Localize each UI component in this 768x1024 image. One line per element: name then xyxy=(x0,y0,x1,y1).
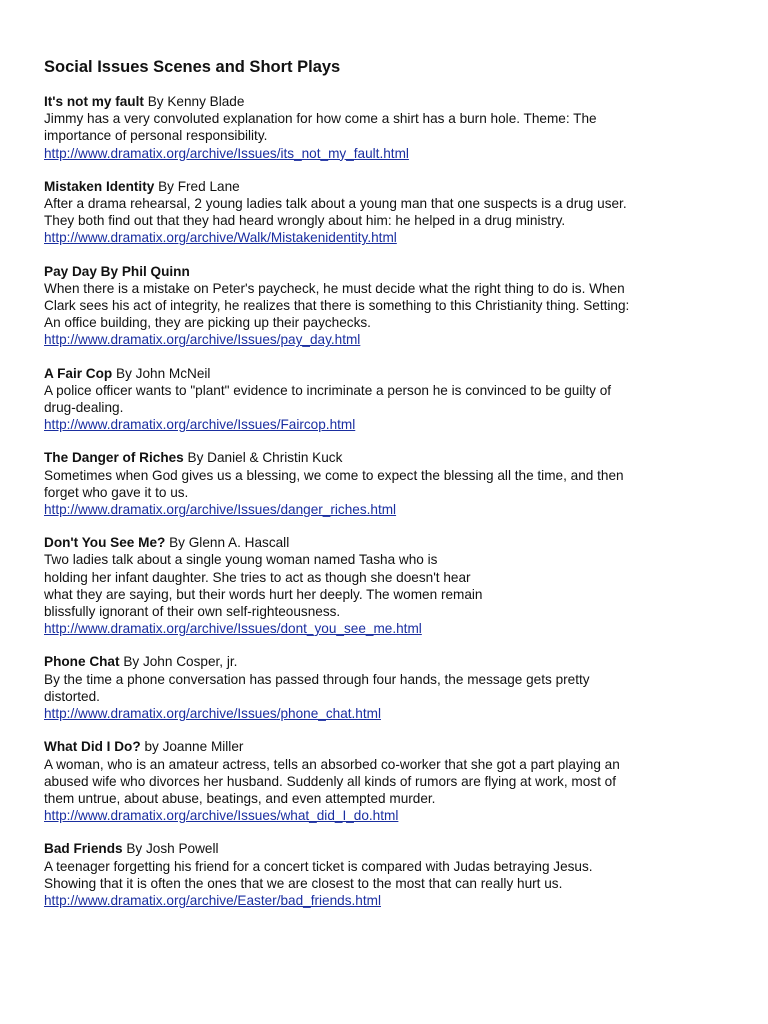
play-description-line: what they are saying, but their words hurt her deeply. The women remain xyxy=(44,586,483,602)
play-description-line: When there is a mistake on Peter's paycheck, he must decide what the right thing to do is. When xyxy=(44,280,625,296)
list-item xyxy=(44,653,734,722)
entry-heading xyxy=(44,534,734,551)
play-description-line: forget who gave it to us. xyxy=(44,484,189,500)
play-title: A Fair Cop xyxy=(44,365,113,381)
play-description-line: A police officer wants to "plant" evidence to incriminate a person he is convinced to be guilty of xyxy=(44,382,612,398)
entry-list xyxy=(44,93,734,909)
play-description-line: A woman, who is an amateur actress, tells an absorbed co-worker that she got a part playing an xyxy=(44,756,620,772)
play-link[interactable]: http://www.dramatix.org/archive/Issues/its_not_my_fault.html xyxy=(44,145,409,161)
play-description-line: A teenager forgetting his friend for a concert ticket is compared with Judas betraying Jesus. xyxy=(44,858,593,874)
play-title: Mistaken Identity xyxy=(44,178,155,194)
list-item xyxy=(44,93,734,162)
play-description-line: Jimmy has a very convoluted explanation for how come a shirt has a burn hole. Theme: The xyxy=(44,111,597,127)
entry-heading xyxy=(44,93,734,110)
play-link[interactable]: http://www.dramatix.org/archive/Walk/Mistakenidentity.html xyxy=(44,230,397,246)
entry-heading xyxy=(44,449,734,466)
entry-heading xyxy=(44,263,734,280)
list-item xyxy=(44,365,734,434)
play-link[interactable]: http://www.dramatix.org/archive/Easter/bad_friends.html xyxy=(44,892,381,908)
entry-heading xyxy=(44,365,734,382)
play-author: By Kenny Blade xyxy=(147,94,245,109)
play-description-line: Sometimes when God gives us a blessing, we come to expect the blessing all the time, and then xyxy=(44,467,624,483)
play-description-line: They both find out that they had heard wrongly about him: he helped in a drug ministry. xyxy=(44,213,566,229)
play-title: Pay Day By Phil Quinn xyxy=(44,263,190,279)
play-description-line: Showing that it is often the ones that we are closest to the most that can really hurt us. xyxy=(44,875,563,891)
list-item xyxy=(44,178,734,247)
entry-text xyxy=(44,178,734,230)
entry-heading xyxy=(44,653,734,670)
entry-heading xyxy=(44,178,734,195)
list-item xyxy=(44,840,734,909)
play-description-line: distorted. xyxy=(44,688,100,704)
play-description-line: blissfully ignorant of their own self-righteousness. xyxy=(44,604,341,620)
play-description-line: By the time a phone conversation has passed through four hands, the message gets pretty xyxy=(44,671,590,687)
play-title: It's not my fault xyxy=(44,94,144,109)
play-title: Bad Friends xyxy=(44,841,123,857)
page-title: Social Issues Scenes and Short Plays xyxy=(44,58,341,76)
entry-text xyxy=(44,365,734,417)
list-item xyxy=(44,263,734,349)
entry-text xyxy=(44,93,734,145)
play-description-line: Two ladies talk about a single young woman named Tasha who is xyxy=(44,552,438,568)
play-title: What Did I Do? xyxy=(44,739,141,755)
play-title: Phone Chat xyxy=(44,654,120,670)
list-item xyxy=(44,534,734,637)
entry-text xyxy=(44,263,734,332)
entry-text xyxy=(44,534,734,620)
play-link[interactable]: http://www.dramatix.org/archive/Issues/phone_chat.html xyxy=(44,706,381,722)
play-author: By Fred Lane xyxy=(158,178,240,194)
document-page xyxy=(44,57,734,925)
entry-text xyxy=(44,653,734,705)
play-author: By John McNeil xyxy=(116,365,211,381)
play-title: The Danger of Riches xyxy=(44,450,184,466)
entry-text xyxy=(44,840,734,892)
list-item xyxy=(44,449,734,518)
play-author: By Daniel & Christin Kuck xyxy=(187,450,343,466)
play-link[interactable]: http://www.dramatix.org/archive/Issues/Faircop.html xyxy=(44,417,356,433)
play-author: By Glenn A. Hascall xyxy=(169,535,290,551)
play-description-line: holding her infant daughter. She tries to act as though she doesn't hear xyxy=(44,569,471,585)
play-description-line: drug-dealing. xyxy=(44,400,124,416)
play-description-line: Clark sees his act of integrity, he realizes that there is something to this Christianity thing. Setting: xyxy=(44,298,630,314)
entry-text xyxy=(44,738,734,807)
play-description-line: them untrue, about abuse, beatings, and even attempted murder. xyxy=(44,790,436,806)
play-title: Don't You See Me? xyxy=(44,535,166,551)
play-description-line: An office building, they are picking up their paychecks. xyxy=(44,315,371,331)
entry-heading xyxy=(44,840,734,857)
play-author: By Josh Powell xyxy=(126,841,219,857)
play-description-line: After a drama rehearsal, 2 young ladies talk about a young man that one suspects is a drug user. xyxy=(44,196,627,212)
entry-heading xyxy=(44,738,734,755)
play-link[interactable]: http://www.dramatix.org/archive/Issues/dont_you_see_me.html xyxy=(44,621,422,637)
entry-text xyxy=(44,449,734,501)
play-author: By John Cosper, jr. xyxy=(123,654,238,670)
play-description-line: importance of personal responsibility. xyxy=(44,128,268,144)
play-link[interactable]: http://www.dramatix.org/archive/Issues/danger_riches.html xyxy=(44,502,397,518)
play-author: by Joanne Miller xyxy=(144,739,244,755)
list-item xyxy=(44,738,734,824)
play-link[interactable]: http://www.dramatix.org/archive/Issues/pay_day.html xyxy=(44,332,361,348)
play-link[interactable]: http://www.dramatix.org/archive/Issues/what_did_I_do.html xyxy=(44,808,399,824)
play-description-line: abused wife who divorces her husband. Suddenly all kinds of rumors are flying at work, most of xyxy=(44,773,616,789)
